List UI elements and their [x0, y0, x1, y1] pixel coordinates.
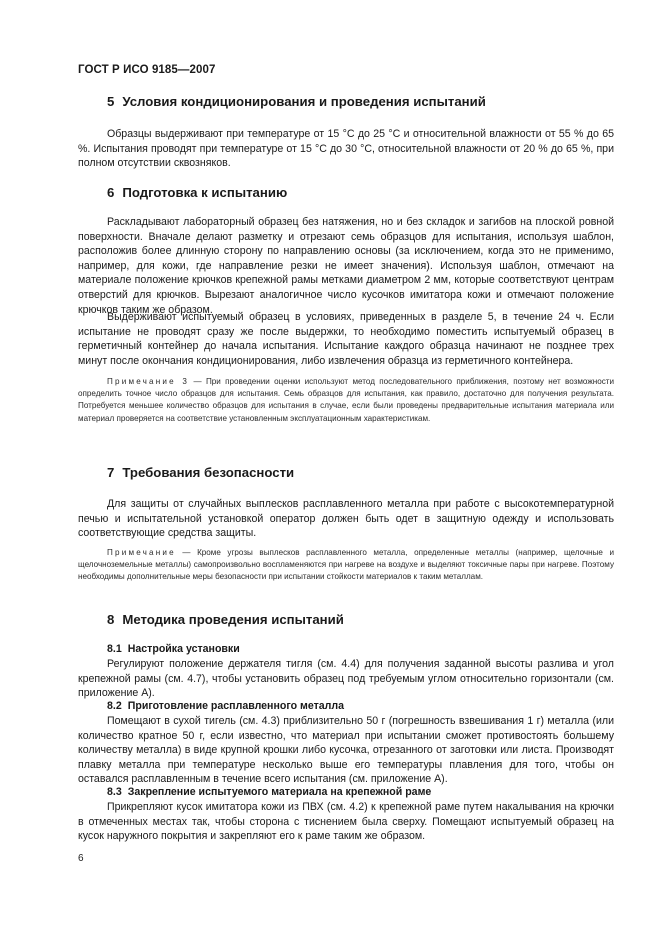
standard-header: ГОСТ Р ИСО 9185—2007	[78, 64, 216, 76]
section-7-paragraph-1: Для защиты от случайных выплесков расплавленного металла при работе с высокотемпературной печью и испытательной установкой оператор должен быть одет в защитную одежду и использовать соответствующие средства защиты.	[78, 498, 614, 540]
subsection-8-2-paragraph: Помещают в сухой тигель (см. 4.3) приблизительно 50 г (погрешность взвешивания 1 г) металла (или количество кратное 50 г, если известно, что материал при испытании сможет противостоять большему количеству металла) в виде крупной крошки либо кусочка, отрезанного от заготовки или листа. Производят плавку металла при температуре несколько выше его температуры плавления для того, чтобы он оставался расплавленным в течение всего испытания (см. приложение А).	[78, 715, 614, 786]
section-number: 5	[107, 94, 115, 109]
note-text: — Кроме угрозы выплесков расплавленного металла, определенные металлы (например, щелочные и щелочноземельные металлы) самопроизвольно воспламеняются при нагреве на воздухе и выделяют токсичные пары при нагреве. Поэтому необходимы дополнительные меры безопасности при испытании стойкости материалов к таким металлам.	[78, 548, 614, 582]
subsection-8-3-heading	[107, 786, 431, 798]
page-number: 6	[78, 853, 84, 864]
section-6-heading	[107, 185, 287, 200]
section-title: Условия кондиционирования и проведения испытаний	[122, 94, 486, 109]
subsection-title: Настройка установки	[127, 643, 240, 655]
subsection-number: 8.1	[107, 643, 122, 655]
section-number: 7	[107, 465, 115, 480]
subsection-8-1-paragraph: Регулируют положение держателя тигля (см. 4.4) для получения заданной высоты разлива и угол крепежной рамы (см. 4.7), чтобы установить образец под требуемым углом относительно горизонтали (см. приложение А).	[78, 658, 614, 700]
section-title: Требования безопасности	[122, 465, 295, 480]
note-label: Примечание	[107, 548, 176, 557]
section-number: 6	[107, 185, 115, 200]
subsection-title: Закрепление испытуемого материала на крепежной раме	[127, 786, 432, 798]
note-label: Примечание 3	[107, 377, 190, 386]
subsection-8-3-paragraph: Прикрепляют кусок имитатора кожи из ПВХ (см. 4.2) к крепежной раме путем накалывания на крючки в отмеченных местах так, чтобы сторона с тиснением была сверху. Помещают испытуемый образец на кусок наружного покрытия и закрепляют его к раме таким же образом.	[78, 801, 614, 843]
subsection-8-1-heading	[107, 643, 240, 655]
section-number: 8	[107, 612, 115, 627]
section-title: Подготовка к испытанию	[122, 185, 288, 200]
subsection-number: 8.3	[107, 786, 122, 798]
section-7-heading	[107, 465, 294, 480]
section-title: Методика проведения испытаний	[122, 612, 344, 627]
section-5-paragraph-1: Образцы выдерживают при температуре от 15 °С до 25 °С и относительной влажности от 55 % до 65 %. Испытания проводят при температуре от 15 °С до 30 °С, относительной влажности от 20 % до 65 %, при полном отсутствии сквозняков.	[78, 128, 614, 170]
subsection-title: Приготовление расплавленного металла	[127, 700, 345, 712]
section-5-heading	[107, 94, 486, 109]
note-3	[78, 376, 614, 425]
section-8-heading	[107, 612, 344, 627]
section-6-paragraph-2: Выдерживают испытуемый образец в условиях, приведенных в разделе 5, в течение 24 ч. Если испытание не проводят сразу же после выдержки, то необходимо поместить испытуемый образец в герметичный контейнер до начала испытания. Испытание каждого образца начинают не позднее трех минут после окончания кондиционирования, либо извлечения образца из герметичного контейнера.	[78, 311, 614, 367]
note-safety	[78, 547, 614, 584]
subsection-8-2-heading	[107, 700, 344, 712]
section-6-paragraph-1: Раскладывают лабораторный образец без натяжения, но и без складок и загибов на плоской ровной поверхности. Вначале делают разметку и отрезают семь образцов для испытания, используя шаблон, расположив более длинную сторону по направлению основы (за исключением, когда это не применимо, например, для кожи, где направление резки не имеет значения). Используя шаблон, отмечают на материале положение крючков крепежной рамы метками диаметром 2 мм, которые соответствуют центрам отверстий для крючков. Вырезают аналогичное число кусочков имитатора кожи и отмечают положение крючков таким же образом.	[78, 216, 614, 316]
subsection-number: 8.2	[107, 700, 122, 712]
note-text: — При проведении оценки используют метод последовательного приближения, поэтому нет возможности определить точное число образцов для испытания. Семь образцов для испытания, как правило, достаточно для получения результата. Потребуется меньшее количество образцов для испытания в случае, если были проведены предварительные испытания материала или материал проверяется на соответствие установленным эксплуатационным характеристикам.	[78, 377, 614, 423]
